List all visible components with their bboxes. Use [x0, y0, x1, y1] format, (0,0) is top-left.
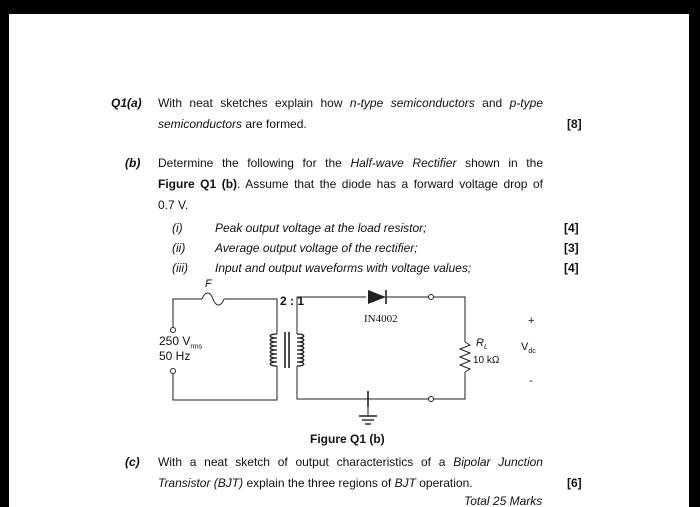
part-c-marks: [6]: [567, 476, 582, 490]
part-b-line-1: Determine the following for the Half-wave Rectifier shown in the: [158, 156, 543, 170]
output-terminal-bottom: [429, 397, 434, 402]
source-terminal-bottom: [171, 369, 176, 374]
secondary-coil: [297, 334, 304, 366]
sub-item-num: (ii): [172, 241, 186, 255]
load-wire-bottom: [433, 372, 465, 399]
sub-item-num: (iii): [172, 261, 188, 275]
sub-item-num: (i): [172, 221, 183, 235]
part-c-line-2: Transistor (BJT) explain the three regions of BJT operation.: [158, 476, 473, 490]
part-b-line-2: Figure Q1 (b). Assume that the diode has a forward voltage drop of: [158, 177, 543, 191]
diode-triangle: [368, 290, 386, 304]
part-c-line-1: With a neat sketch of output characteristics of a Bipolar Junction: [158, 455, 543, 469]
total-marks: Total 25 Marks: [464, 494, 543, 507]
primary-coil: [270, 334, 277, 366]
part-a-marks: [8]: [567, 117, 582, 131]
primary-wire-right-top: [224, 299, 277, 334]
load-resistor: [460, 342, 470, 372]
secondary-wire-top: [297, 297, 366, 334]
part-b-label: (b): [125, 156, 141, 170]
load-name: $R_L$: [476, 337, 488, 352]
sub-item-marks: [4]: [564, 261, 579, 275]
turns-ratio: 2 : 1: [280, 294, 305, 308]
sub-item-marks: [4]: [564, 221, 579, 235]
output-plus: +: [528, 315, 535, 327]
part-c-label: (c): [125, 455, 140, 469]
load-wire-top: [433, 297, 465, 342]
sub-item-marks: [3]: [564, 241, 579, 255]
secondary-wire-bottom: [297, 366, 368, 399]
source-frequency: 50 Hz: [159, 349, 191, 363]
diode-label: IN4002: [364, 313, 398, 325]
exam-page: [9, 14, 689, 507]
sub-item-text: Average output voltage of the rectifier;: [215, 241, 418, 255]
load-value: 10 kΩ: [473, 355, 500, 366]
fuse-symbol: [202, 293, 224, 305]
primary-wire-bottom: [173, 366, 277, 400]
part-b-line-3: 0.7 V.: [158, 198, 189, 212]
source-terminal-top: [171, 328, 176, 333]
fuse-label: F: [205, 278, 212, 290]
primary-wire-top: [173, 299, 202, 327]
source-voltage: 250 $V_{rms}$: [159, 334, 203, 351]
part-a-line-2: semiconductors are formed.: [158, 117, 307, 131]
question-label: Q1(a): [111, 96, 142, 110]
output-minus: -: [529, 375, 533, 387]
sub-item-text: Peak output voltage at the load resistor;: [215, 221, 427, 235]
output-voltage-label: $V_{dc}$: [521, 341, 536, 356]
output-terminal-top: [429, 295, 434, 300]
part-a-line-1: With neat sketches explain how n-type semiconductors and p-type: [158, 96, 543, 110]
figure-caption: Figure Q1 (b): [310, 432, 385, 446]
sub-item-text: Input and output waveforms with voltage values;: [215, 261, 472, 275]
